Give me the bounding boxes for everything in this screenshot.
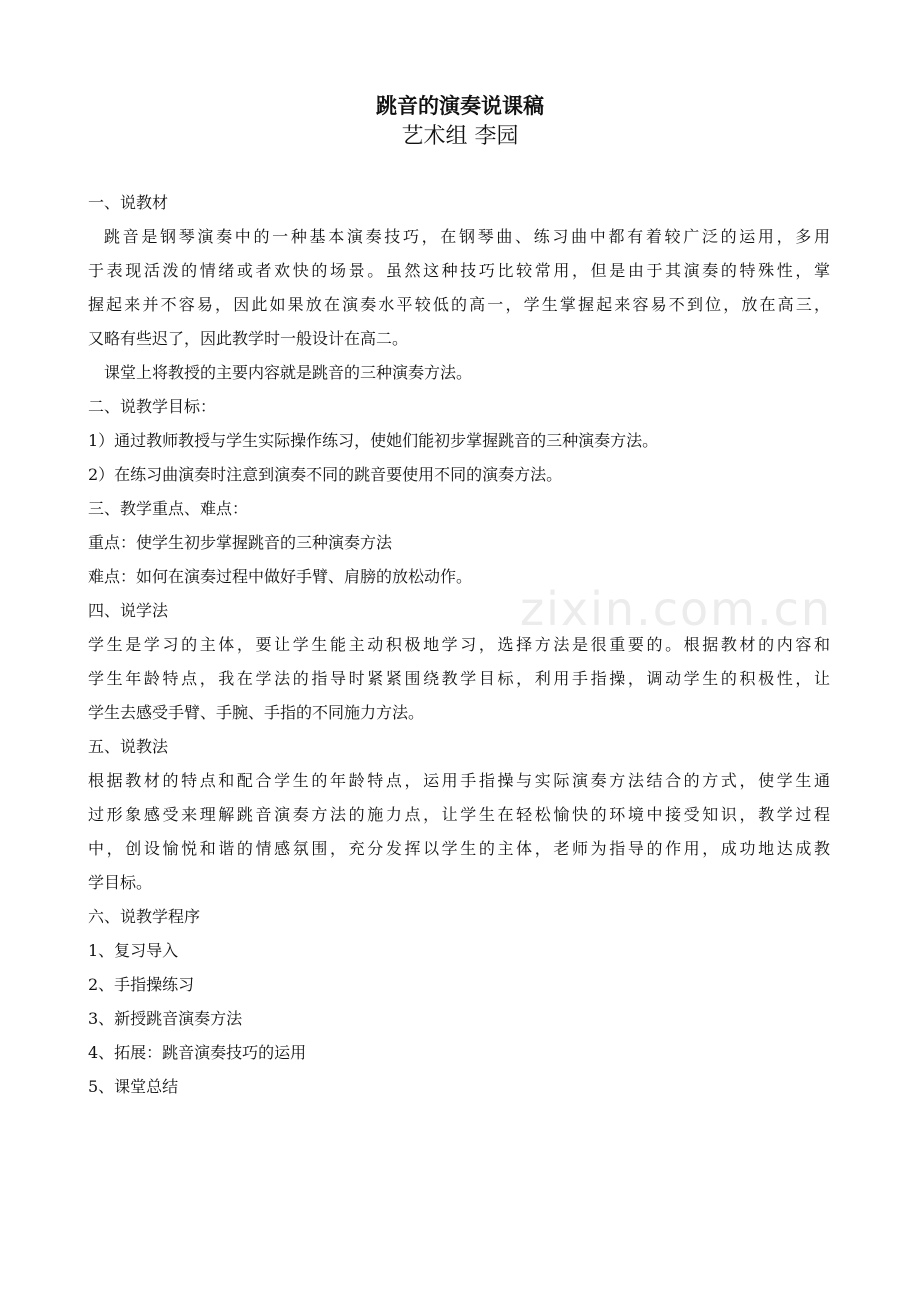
paragraph-line: 学生年龄特点，我在学法的指导时紧紧围绕教学目标，利用手指操，调动学生的积极性，让: [88, 669, 830, 688]
paragraph-line: 3、新授跳音演奏方法: [88, 1009, 243, 1028]
paragraph-line: 根据教材的特点和配合学生的年龄特点，运用手指操与实际演奏方法结合的方式，使学生通: [88, 771, 830, 790]
paragraph-line: 于表现活泼的情绪或者欢快的场景。虽然这种技巧比较常用，但是由于其演奏的特殊性，掌: [88, 261, 830, 280]
paragraph-line: 又略有些迟了，因此教学时一般设计在高二。: [88, 329, 409, 348]
paragraph-line: 中，创设愉悦和谐的情感氛围，充分发挥以学生的主体，老师为指导的作用，成功地达成教: [88, 839, 830, 858]
paragraph-line: 1）通过教师教授与学生实际操作练习，使她们能初步掌握跳音的三种演奏方法。: [88, 431, 659, 450]
paragraph-line: 六、说教学程序: [88, 907, 201, 926]
paragraph-line: 2、手指操练习: [88, 975, 195, 994]
paragraph-line: 学目标。: [88, 873, 153, 892]
paragraph-line: 4、拓展：跳音演奏技巧的运用: [88, 1043, 307, 1062]
paragraph-line: 5、课堂总结: [88, 1077, 179, 1096]
paragraph-line: 学生去感受手臂、手腕、手指的不同施力方法。: [88, 703, 425, 722]
paragraph-line: 过形象感受来理解跳音演奏方法的施力点，让学生在轻松愉快的环境中接受知识，教学过程: [88, 805, 830, 824]
paragraph-line: 2）在练习曲演奏时注意到演奏不同的跳音要使用不同的演奏方法。: [88, 465, 563, 484]
paragraph-line: 重点：使学生初步掌握跳音的三种演奏方法: [88, 533, 393, 552]
paragraph-line: 课堂上将教授的主要内容就是跳音的三种演奏方法。: [104, 363, 473, 382]
document-body: [88, 186, 833, 1104]
paragraph-line: 三、教学重点、难点：: [88, 499, 249, 518]
paragraph-line: 跳音是钢琴演奏中的一种基本演奏技巧，在钢琴曲、练习曲中都有着较广泛的运用，多用: [104, 227, 830, 246]
paragraph-line: 1、复习导入: [88, 941, 179, 960]
paragraph-line: 四、说学法: [88, 601, 169, 620]
paragraph-line: 握起来并不容易，因此如果放在演奏水平较低的高一，学生掌握起来容易不到位，放在高三，: [88, 295, 830, 314]
document-title: 跳音的演奏说课稿: [376, 94, 544, 118]
paragraph-line: 学生是学习的主体，要让学生能主动积极地学习，选择方法是很重要的。根据教材的内容和: [88, 635, 830, 654]
paragraph-line: 五、说教法: [88, 737, 169, 756]
document-subtitle: 艺术组 李园: [401, 124, 519, 149]
paragraph-line: 一、说教材: [88, 193, 169, 212]
paragraph-line: 二、说教学目标：: [88, 397, 217, 416]
watermark-text: zixin.com.cn: [520, 582, 833, 636]
paragraph-line: 难点：如何在演奏过程中做好手臂、肩膀的放松动作。: [88, 567, 473, 586]
